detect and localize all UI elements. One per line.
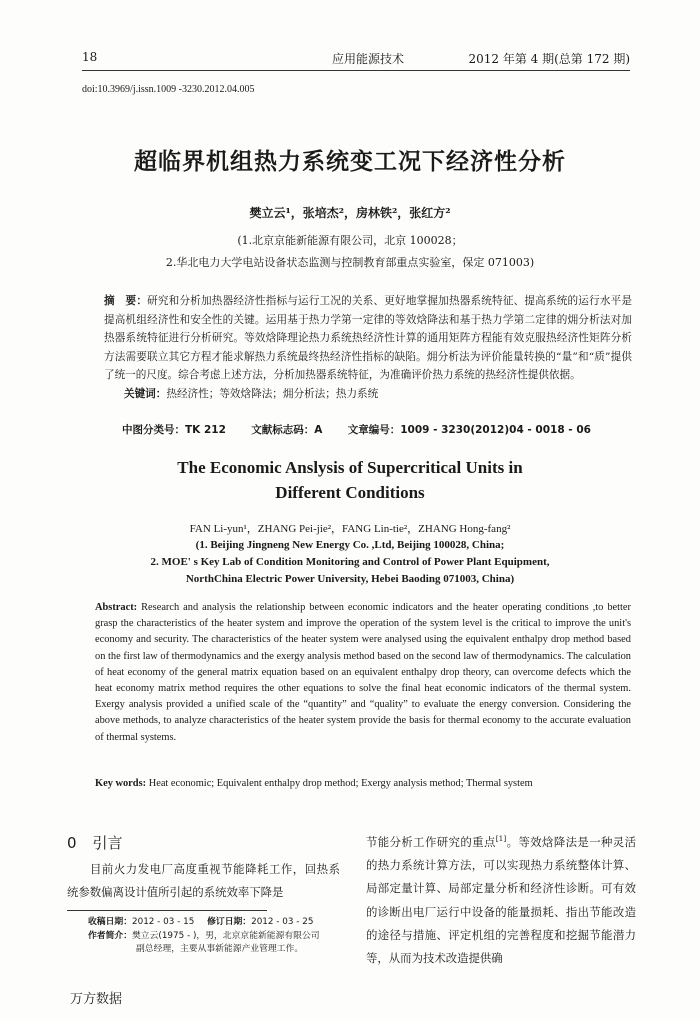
section-title: 引言 bbox=[92, 834, 123, 852]
title-english-line-1: The Economic Anslysis of Supercritical Units in bbox=[177, 458, 523, 477]
page-header bbox=[82, 48, 630, 71]
body-left-paragraph: 目前火力发电厂高度重视节能降耗工作，回热系统参数偏离设计值所引起的系统效率下降是 bbox=[67, 862, 340, 899]
body-right-column bbox=[366, 827, 636, 971]
abstract-english bbox=[95, 600, 631, 746]
doi: doi:10.3969/j.issn.1009 -3230.2012.04.005 bbox=[82, 84, 255, 95]
keywords-chinese bbox=[104, 385, 632, 404]
title-english bbox=[0, 455, 700, 505]
classification-line bbox=[122, 422, 613, 437]
title-chinese: 超临界机组热力系统变工况下经济性分析 bbox=[134, 148, 566, 175]
title-english-line-2: Different Conditions bbox=[275, 483, 425, 502]
abstract-chinese-text: 研究和分析加热器经济性指标与运行工况的关系、更好地掌握加热器系统特征、提高系统的运行水平是提高机组经济性和安全性的关键。运用基于热力学第一定律的等效焓降法和基于热力学第二定律的㶲分析法对加热器系统特征进行分析研究。等效焓降理论热力系统热经济性计算的通用矩阵方程能有效克服热经济性矩阵分析方法需要联立其它方程才能求解热力系统最终热经济性指标的缺陷。㶲分析法为评价能量转换的“量”和“质”提供了统一的尺度。综合考虑上述方法，分析加热器系统特征，为准确评价热力系统的热经济性提供依据。 bbox=[104, 295, 633, 382]
affiliation-english-2: 2. MOE' s Key Lab of Condition Monitoring and Control of Power Plant Equipment, bbox=[150, 556, 550, 568]
footnote-divider bbox=[67, 910, 267, 911]
footnote-dates: 收稿日期：2012 - 03 - 15 修订日期：2012 - 03 - 25 bbox=[88, 917, 314, 927]
affiliation-chinese-2: 2.华北电力大学电站设备状态监测与控制教育部重点实验室，保定 071003) bbox=[165, 256, 535, 269]
doc-code: 文献标志码：A bbox=[251, 424, 323, 436]
section-heading bbox=[67, 832, 139, 853]
abstract-english-text: Research and analysis the relationship between economic indicators and the heater operating conditions ,to better grasp the characteristics of the heater system and improve the operation of the system level is the critical to improve the unit's economy and security. The characteristics of the heater system were analysed using the equivalent enthalpy drop method based on the first law of thermodynamics and the exergy analysis method based on the second law of thermodynamics. The calculation of heat economy of the general matrix equation based on an equivalent enthalpy drop theory, can overcome defects which the heat economy matrix method requires the other equations to solve the final heat economic indicators of the thermal system. Exergy analysis provided a unified scale of the “quantity” and “quality” to evaluate the energy conversion. Considering the above methods, to analyze characteristics of the heater system provide the basis for thermal economy to the accurate evaluation of thermal systems. bbox=[95, 602, 631, 743]
clc: 中图分类号：TK 212 bbox=[122, 424, 226, 436]
body-right-paragraph: 节能分析工作研究的重点[1]。等效焓降法是一种灵活的热力系统计算方法，可以实现热力系统整体计算、局部定量计算、局部定量分析和经济性诊断。可有效的诊断出电厂运行中设备的能量损耗、指出节能改造的途径与措施、评定机组的完善程度和挖掘节能潜力等，从而为技术改造提供确 bbox=[366, 834, 636, 966]
watermark: 万方数据 bbox=[70, 992, 123, 1007]
article-number: 文章编号：1009 - 3230(2012)04 - 0018 - 06 bbox=[347, 424, 591, 436]
body-left-column bbox=[67, 858, 340, 904]
keywords-english bbox=[95, 776, 631, 792]
reference-marker[interactable]: [1] bbox=[495, 834, 507, 843]
affiliation-chinese-1: (1.北京京能新能源有限公司，北京 100028； bbox=[237, 234, 463, 247]
page-number: 18 bbox=[82, 50, 98, 64]
abstract-chinese-label: 摘 要： bbox=[104, 295, 148, 307]
affiliation-english-1: (1. Beijing Jingneng New Energy Co. ,Ltd, Beijing 100028, China; bbox=[195, 539, 505, 551]
footnote-author: 作者简介：樊立云(1975 - )，男，北京京能新能源有限公司 bbox=[88, 930, 320, 941]
keywords-chinese-label: 关键词： bbox=[124, 387, 167, 400]
authors-english: FAN Li-yun¹，ZHANG Pei-jie²，FANG Lin-tie²，ZHANG Hong-fang² bbox=[189, 523, 511, 535]
section-number: 0 bbox=[67, 834, 77, 852]
affiliation-english-3: NorthChina Electric Power University, Hebei Baoding 071003, China) bbox=[185, 573, 515, 585]
keywords-english-text: Heat economic; Equivalent enthalpy drop method; Exergy analysis method; Thermal system bbox=[148, 778, 533, 789]
abstract-chinese bbox=[104, 292, 632, 404]
keywords-chinese-text: 热经济性；等效焓降法；㶲分析法；热力系统 bbox=[166, 387, 379, 400]
journal-name: 应用能源技术 bbox=[332, 52, 405, 66]
footnote bbox=[88, 916, 358, 957]
footnote-author-cont: 副总经理，主要从事新能源产业管理工作。 bbox=[136, 944, 304, 954]
abstract-english-label: Abstract: bbox=[95, 602, 138, 613]
issue-info: 2012 年第 4 期(总第 172 期) bbox=[468, 52, 630, 66]
authors-chinese: 樊立云¹，张培杰²，房林铁²，张红方² bbox=[249, 206, 451, 220]
keywords-english-label: Key words: bbox=[95, 778, 147, 789]
